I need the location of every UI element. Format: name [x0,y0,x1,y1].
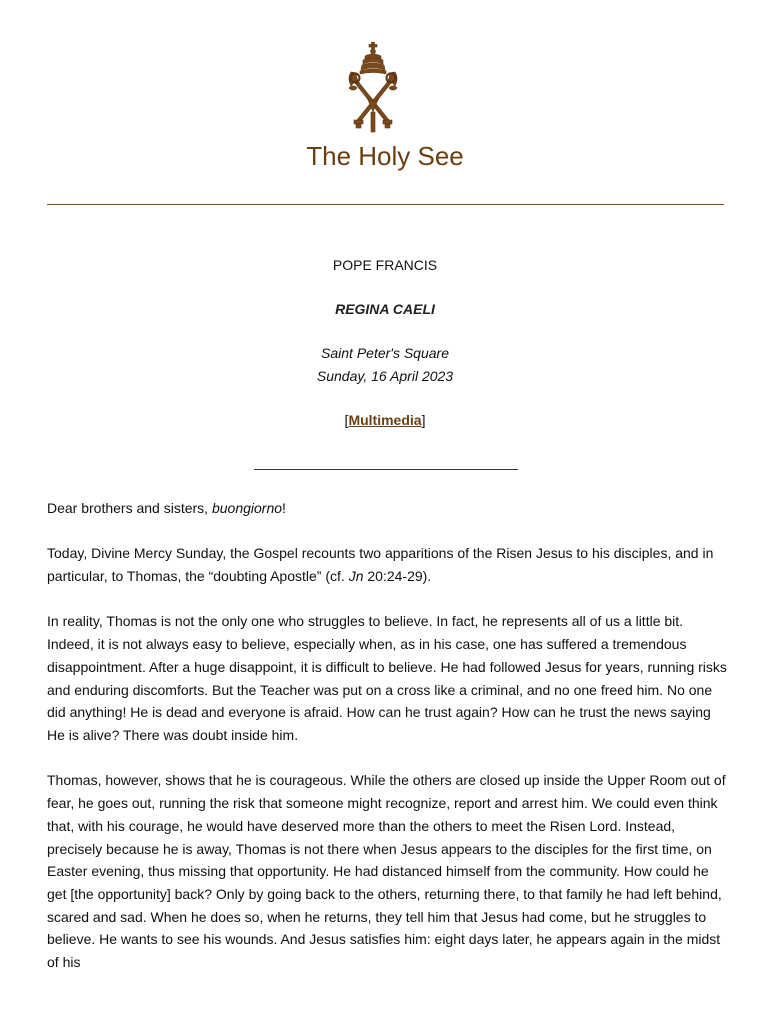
paragraph-greeting [47,497,727,520]
site-title: The Holy See [306,141,464,171]
paragraph-2 [47,542,727,587]
bracket-close: ] [421,412,426,428]
section-divider [254,469,518,470]
scripture-ref-book: Jn [348,568,364,585]
place-line: Saint Peter's Square [321,345,449,361]
multimedia-line [0,411,770,429]
papal-emblem-logo [345,42,401,134]
scripture-ref-verse: 20:24-29). [363,568,432,585]
bracket-open: [ [344,412,349,428]
article-body [47,497,727,996]
greeting-italic: buongiorno [211,500,283,516]
greeting-text: Dear brothers and sisters, [47,500,212,516]
date-line: Sunday, 16 April 2023 [316,368,454,384]
header-divider [47,204,724,205]
author-line: POPE FRANCIS [332,257,438,273]
paragraph-4: Thomas, however, shows that he is courageous. While the others are closed up inside the Upper Room out of fear, he goes out, running the risk that someone might recognize, report and arrest him. We could even think that, with his courage, he would have deserved more than the others to meet the Risen Lord. Instead, precisely because he is away, Thomas is not there when Jesus appears to the disciples for the first time, on Easter evening, thus missing that opportunity. He had distanced himself from the community. How could he get [the opportunity] back? Only by going back to the others, returning there, to that family he had left behind, scared and sad. When he does so, when he returns, they tell him that Jesus had come, but he struggles to believe. He wants to see his wounds. And Jesus satisfies him: eight days later, he appears again in the midst of his [47,772,726,971]
greeting-exclamation: ! [282,500,286,516]
paragraph-2-text: Today, Divine Mercy Sunday, the Gospel recounts two apparitions of the Risen Jesus to his disciples, and in particular, to Thomas, the “doubting Apostle” (cf. [47,545,714,585]
multimedia-link[interactable]: Multimedia [348,412,422,428]
paragraph-3: In reality, Thomas is not the only one who struggles to believe. In fact, he represents all of us a little bit. Indeed, it is not always easy to believe, especially when, as in his case, one has suffered a tremendous disappointment. After a huge disappoint, it is difficult to believe. He had followed Jesus for years, running risks and enduring discomforts. But the Teacher was put on a cross like a criminal, and no one freed him. No one did anything! He is dead and everyone is afraid. How can he trust again? How can he trust the news saying He is alive? There was doubt inside him. [47,613,727,743]
document-title: REGINA CAELI [335,301,435,317]
